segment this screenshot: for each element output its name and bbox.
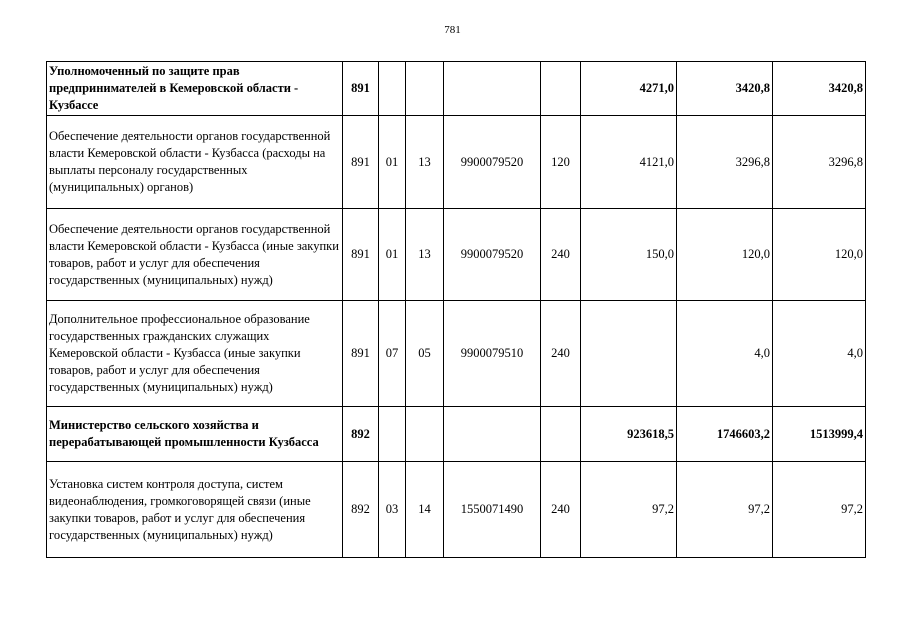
row-sum-3: 3296,8 — [773, 116, 866, 209]
row-sum-2: 1746603,2 — [677, 407, 773, 462]
row-sum-1 — [581, 301, 677, 407]
row-csr: 9900079520 — [444, 209, 541, 301]
row-sum-2: 3296,8 — [677, 116, 773, 209]
row-sum-3: 1513999,4 — [773, 407, 866, 462]
row-sum-2: 97,2 — [677, 462, 773, 558]
row-sum-1: 97,2 — [581, 462, 677, 558]
row-csr — [444, 62, 541, 116]
row-ved: 892 — [343, 407, 379, 462]
row-vr: 120 — [541, 116, 581, 209]
page-number: 781 — [444, 24, 461, 36]
row-pr: 14 — [406, 462, 444, 558]
row-csr: 9900079510 — [444, 301, 541, 407]
row-sum-1: 150,0 — [581, 209, 677, 301]
table-row — [47, 301, 866, 407]
row-vr: 240 — [541, 209, 581, 301]
table-row — [47, 209, 866, 301]
row-pr — [406, 62, 444, 116]
row-rz: 01 — [379, 116, 406, 209]
budget-table — [46, 61, 866, 558]
table-row — [47, 462, 866, 558]
row-name: Обеспечение деятельности органов государственной власти Кемеровской области - Кузбасса (иные закупки товаров, работ и услуг для обеспечения государственных (муниципальных) нужд) — [47, 209, 343, 301]
row-sum-3: 120,0 — [773, 209, 866, 301]
row-sum-2: 3420,8 — [677, 62, 773, 116]
row-vr — [541, 407, 581, 462]
row-name: Министерство сельского хозяйства и перерабатывающей промышленности Кузбасса — [47, 407, 343, 462]
row-rz: 03 — [379, 462, 406, 558]
row-csr: 9900079520 — [444, 116, 541, 209]
row-sum-1: 4271,0 — [581, 62, 677, 116]
row-csr — [444, 407, 541, 462]
row-ved: 892 — [343, 462, 379, 558]
row-name: Установка систем контроля доступа, систем видеонаблюдения, громкоговорящей связи (иные закупки товаров, работ и услуг для обеспечения государственных (муниципальных) нужд) — [47, 462, 343, 558]
row-sum-1: 923618,5 — [581, 407, 677, 462]
table-row — [47, 116, 866, 209]
row-ved: 891 — [343, 301, 379, 407]
row-pr — [406, 407, 444, 462]
row-ved: 891 — [343, 116, 379, 209]
row-vr: 240 — [541, 301, 581, 407]
row-pr: 13 — [406, 209, 444, 301]
row-sum-1: 4121,0 — [581, 116, 677, 209]
row-ved: 891 — [343, 209, 379, 301]
row-name: Дополнительное профессиональное образование государственных гражданских служащих Кемеровской области - Кузбасса (иные закупки товаров, работ и услуг для обеспечения государственных (муниципальных) нужд) — [47, 301, 343, 407]
row-ved: 891 — [343, 62, 379, 116]
row-name: Уполномоченный по защите прав предпринимателей в Кемеровской области - Кузбассе — [47, 62, 343, 116]
table-row — [47, 407, 866, 462]
row-rz: 01 — [379, 209, 406, 301]
row-csr: 1550071490 — [444, 462, 541, 558]
row-rz — [379, 407, 406, 462]
row-sum-2: 120,0 — [677, 209, 773, 301]
row-rz: 07 — [379, 301, 406, 407]
row-sum-3: 3420,8 — [773, 62, 866, 116]
table-row — [47, 62, 866, 116]
row-sum-2: 4,0 — [677, 301, 773, 407]
row-pr: 13 — [406, 116, 444, 209]
row-rz — [379, 62, 406, 116]
row-vr — [541, 62, 581, 116]
row-pr: 05 — [406, 301, 444, 407]
row-sum-3: 4,0 — [773, 301, 866, 407]
row-vr: 240 — [541, 462, 581, 558]
row-name: Обеспечение деятельности органов государственной власти Кемеровской области - Кузбасса (расходы на выплаты персоналу государственных (муниципальных) органов) — [47, 116, 343, 209]
row-sum-3: 97,2 — [773, 462, 866, 558]
